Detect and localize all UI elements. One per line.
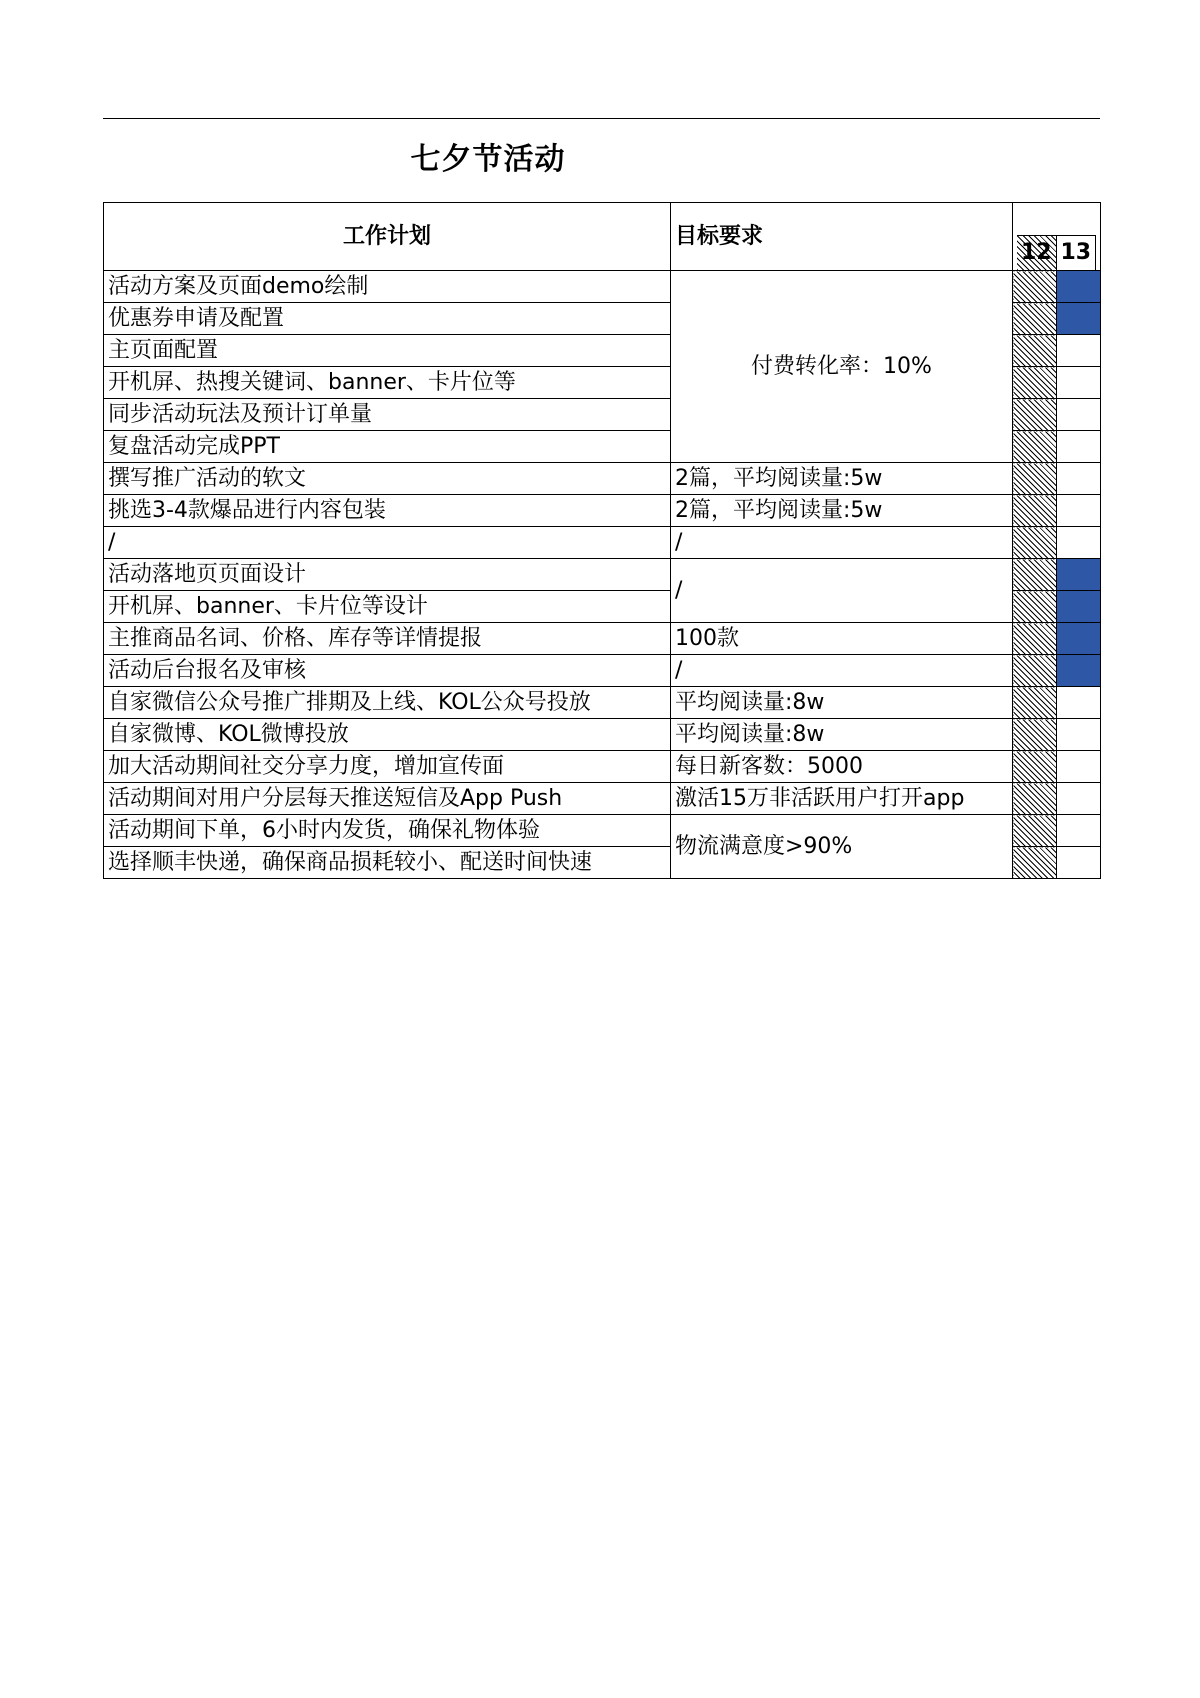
table-row xyxy=(104,495,1101,527)
day-13-cell xyxy=(1057,751,1101,783)
day-13-cell xyxy=(1057,527,1101,559)
day-12-cell xyxy=(1013,431,1057,463)
top-rule xyxy=(103,118,1100,119)
task-cell: 开机屏、banner、卡片位等设计 xyxy=(104,591,671,623)
table-row xyxy=(104,687,1101,719)
day-12-cell xyxy=(1013,367,1057,399)
goal-cell: / xyxy=(671,655,1013,687)
goal-cell: 2篇，平均阅读量:5w xyxy=(671,463,1013,495)
task-cell: 主推商品名词、价格、库存等详情提报 xyxy=(104,623,671,655)
header-days xyxy=(1013,203,1101,271)
table-row xyxy=(104,559,1101,591)
day-13-cell xyxy=(1057,687,1101,719)
day-13-cell xyxy=(1057,847,1101,879)
goal-cell: 激活15万非活跃用户打开app xyxy=(671,783,1013,815)
day-12-cell xyxy=(1013,303,1057,335)
day-12-header: 12 xyxy=(1017,236,1057,270)
plan-table xyxy=(103,202,1101,879)
task-cell: 开机屏、热搜关键词、banner、卡片位等 xyxy=(104,367,671,399)
goal-cell: / xyxy=(671,559,1013,623)
task-cell: / xyxy=(104,527,671,559)
table-row xyxy=(104,271,1101,303)
day-13-cell xyxy=(1057,495,1101,527)
task-cell: 撰写推广活动的软文 xyxy=(104,463,671,495)
day-13-header: 13 xyxy=(1057,236,1097,270)
day-12-cell xyxy=(1013,399,1057,431)
table-row xyxy=(104,815,1101,847)
header-row xyxy=(104,203,1101,271)
day-13-cell xyxy=(1057,335,1101,367)
table-row xyxy=(104,463,1101,495)
day-12-cell xyxy=(1013,719,1057,751)
day-13-cell xyxy=(1057,719,1101,751)
day-12-cell xyxy=(1013,559,1057,591)
day-12-cell xyxy=(1013,591,1057,623)
day-12-cell xyxy=(1013,783,1057,815)
task-cell: 自家微信公众号推广排期及上线、KOL公众号投放 xyxy=(104,687,671,719)
day-13-cell xyxy=(1057,431,1101,463)
goal-cell: 每日新客数：5000 xyxy=(671,751,1013,783)
day-13-cell xyxy=(1057,399,1101,431)
day-13-cell xyxy=(1057,623,1101,655)
task-cell: 复盘活动完成PPT xyxy=(104,431,671,463)
task-cell: 活动方案及页面demo绘制 xyxy=(104,271,671,303)
day-12-cell xyxy=(1013,271,1057,303)
day-13-cell xyxy=(1057,271,1101,303)
table-row xyxy=(104,719,1101,751)
task-cell: 优惠券申请及配置 xyxy=(104,303,671,335)
day-13-cell xyxy=(1057,783,1101,815)
goal-cell: 100款 xyxy=(671,623,1013,655)
header-goal: 目标要求 xyxy=(671,203,1013,271)
goal-cell: 平均阅读量:8w xyxy=(671,719,1013,751)
day-13-cell xyxy=(1057,463,1101,495)
table-row xyxy=(104,655,1101,687)
day-12-cell xyxy=(1013,527,1057,559)
page-title: 七夕节活动 xyxy=(410,142,566,177)
day-12-cell xyxy=(1013,847,1057,879)
day-13-cell xyxy=(1057,815,1101,847)
day-12-cell xyxy=(1013,687,1057,719)
task-cell: 活动落地页页面设计 xyxy=(104,559,671,591)
goal-cell: 2篇，平均阅读量:5w xyxy=(671,495,1013,527)
day-13-cell xyxy=(1057,591,1101,623)
day-13-cell xyxy=(1057,559,1101,591)
day-12-cell xyxy=(1013,815,1057,847)
task-cell: 挑选3-4款爆品进行内容包装 xyxy=(104,495,671,527)
task-cell: 活动期间下单，6小时内发货，确保礼物体验 xyxy=(104,815,671,847)
day-12-cell xyxy=(1013,335,1057,367)
day-12-cell xyxy=(1013,655,1057,687)
goal-cell: 平均阅读量:8w xyxy=(671,687,1013,719)
day-12-cell xyxy=(1013,495,1057,527)
day-12-cell xyxy=(1013,623,1057,655)
day-13-cell xyxy=(1057,655,1101,687)
goal-cell: 物流满意度>90% xyxy=(671,815,1013,879)
task-cell: 同步活动玩法及预计订单量 xyxy=(104,399,671,431)
table-row xyxy=(104,623,1101,655)
table-row xyxy=(104,783,1101,815)
day-12-cell xyxy=(1013,751,1057,783)
day-13-cell xyxy=(1057,367,1101,399)
goal-cell: / xyxy=(671,527,1013,559)
task-cell: 活动期间对用户分层每天推送短信及App Push xyxy=(104,783,671,815)
header-plan: 工作计划 xyxy=(104,203,671,271)
task-cell: 主页面配置 xyxy=(104,335,671,367)
task-cell: 自家微博、KOL微博投放 xyxy=(104,719,671,751)
day-13-cell xyxy=(1057,303,1101,335)
task-cell: 选择顺丰快递，确保商品损耗较小、配送时间快速 xyxy=(104,847,671,879)
task-cell: 加大活动期间社交分享力度，增加宣传面 xyxy=(104,751,671,783)
goal-cell: 付费转化率：10% xyxy=(671,271,1013,463)
table-row xyxy=(104,751,1101,783)
task-cell: 活动后台报名及审核 xyxy=(104,655,671,687)
day-12-cell xyxy=(1013,463,1057,495)
table-row xyxy=(104,527,1101,559)
